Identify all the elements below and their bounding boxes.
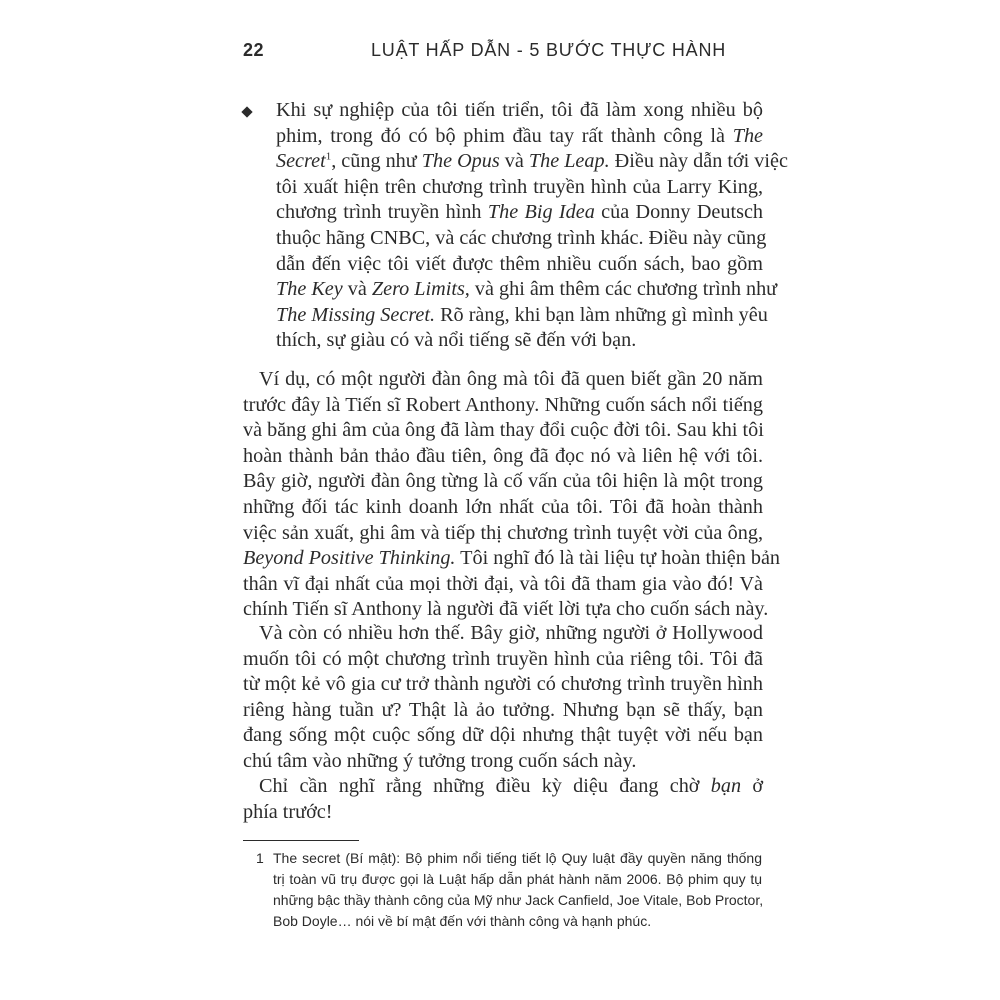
footnote-line: Bob Doyle… nói về bí mật đến với thành công và hạnh phúc.: [273, 913, 652, 929]
text-line: [243, 774, 763, 800]
footnote-line: trị toàn vũ trụ được gọi là Luật hấp dẫn phát hành năm 2006. Bộ phim quy tụ: [273, 871, 762, 887]
paragraph-2: [243, 367, 781, 623]
text-span: Secret: [276, 150, 326, 173]
bullet-text: [276, 98, 788, 354]
text-span: Tôi nghĩ đó là tài liệu tự hoàn thiện bản: [455, 547, 781, 570]
text-span: thích, sự giàu có và nổi tiếng sẽ đến với bạn.: [276, 329, 637, 352]
footnote-text: [273, 848, 762, 932]
text-line: [276, 226, 767, 252]
paragraph-3: [243, 621, 763, 775]
text-span: The Missing Secret.: [276, 303, 436, 326]
text-span: The: [732, 124, 763, 147]
paragraph-4: [243, 774, 763, 825]
text-line: [243, 723, 763, 749]
text-line: [243, 749, 763, 775]
text-line: [276, 277, 778, 303]
text-line: [276, 149, 788, 175]
page-header: [243, 40, 763, 70]
page-number: 22: [243, 40, 265, 60]
text-span: Beyond Positive Thinking.: [243, 547, 456, 570]
text-span: thân vĩ đại nhất của mọi thời đại, và tôi đã tham gia vào đó! Và: [243, 572, 763, 595]
text-span: The Leap.: [528, 150, 610, 173]
running-title: LUẬT HẤP DẪN - 5 BƯỚC THỰC HÀNH: [371, 40, 727, 60]
text-span: và ghi âm thêm các chương trình như: [469, 278, 778, 301]
text-line: [243, 698, 763, 724]
text-span: và: [342, 278, 372, 301]
text-line: [243, 521, 763, 547]
text-line: [276, 200, 763, 226]
text-span: chú tâm vào những ý tưởng trong cuốn sách này.: [243, 749, 637, 772]
text-span: Rõ ràng, khi bạn làm những gì mình yêu: [435, 303, 768, 326]
text-line: [276, 98, 763, 124]
text-line: [243, 393, 763, 419]
text-line: [276, 124, 763, 150]
text-span: Zero Limits,: [371, 278, 470, 301]
text-span: trước đây là Tiến sĩ Robert Anthony. Những cuốn sách nổi tiếng: [243, 393, 763, 416]
text-span: hoàn thành bản thảo đầu tiên, ông đã đọc nó và liên hệ với tôi.: [243, 444, 763, 467]
text-span: và: [499, 150, 529, 173]
text-span: ở: [741, 775, 763, 797]
footnote-number: 1: [256, 850, 264, 866]
text-span: The Opus: [421, 150, 500, 173]
text-span: Điều này dẫn tới việc: [609, 150, 788, 173]
text-line: [276, 252, 763, 278]
text-line: [243, 647, 763, 673]
text-line: [243, 444, 763, 470]
text-line: [243, 495, 763, 521]
text-span: chính Tiến sĩ Anthony là người đã viết lời tựa cho cuốn sách này.: [243, 598, 769, 621]
text-line: [243, 621, 763, 647]
text-span: The Big Idea: [487, 201, 595, 224]
text-span: phía trước!: [243, 800, 333, 823]
text-line: [243, 672, 763, 698]
text-line: [243, 597, 769, 623]
text-span: Và còn có nhiều hơn thế. Bây giờ, những người ở Hollywood: [259, 622, 763, 644]
text-line: [276, 328, 763, 354]
text-line: [243, 546, 781, 572]
text-span: , cũng như: [331, 150, 422, 173]
text-span: Khi sự nghiệp của tôi tiến triển, tôi đã làm xong nhiều bộ: [276, 99, 763, 121]
text-span: muốn tôi có một chương trình truyền hình của riêng tôi. Tôi đã: [243, 647, 763, 670]
text-span: tôi xuất hiện trên chương trình truyền hình của Larry King,: [276, 175, 763, 198]
text-span: của Donny Deutsch: [594, 201, 763, 224]
text-span: và băng ghi âm của ông đã làm thay đổi cuộc đời tôi. Sau khi tôi: [243, 419, 764, 442]
text-span: riêng hàng tuần ư? Thật là ảo tưởng. Nhưng bạn sẽ thấy, bạn: [243, 698, 763, 721]
text-span: The Key: [276, 278, 343, 301]
footnote-line: những bậc thầy thành công của Mỹ như Jack Canfield, Joe Vitale, Bob Proctor,: [273, 892, 764, 908]
text-span: từ một kẻ vô gia cư trở thành người có chương trình truyền hình: [243, 673, 763, 696]
text-line: [243, 367, 763, 393]
text-span: đang sống một cuộc sống dữ dội nhưng thật tuyệt vời nếu bạn: [243, 724, 763, 747]
text-line: [276, 303, 768, 329]
text-line: [243, 800, 763, 826]
footnote-line: The secret (Bí mật): Bộ phim nổi tiếng tiết lộ Quy luật đầy quyền năng thống: [273, 850, 762, 866]
text-span: Chỉ cần nghĩ rằng những điều kỳ diệu đang chờ: [259, 775, 711, 797]
text-line: [276, 175, 763, 201]
footnote-rule: [243, 840, 359, 841]
text-span: thuộc hãng CNBC, và các chương trình khác. Điều này cũng: [276, 226, 767, 249]
text-span: Ví dụ, có một người đàn ông mà tôi đã quen biết gần 20 năm: [259, 368, 763, 390]
text-line: [243, 418, 763, 444]
text-span: chương trình truyền hình: [276, 201, 488, 224]
text-line: [243, 572, 763, 598]
text-span: việc sản xuất, ghi âm và tiếp thị chương trình tuyệt vời của ông,: [243, 521, 763, 544]
text-span: 1: [325, 150, 332, 163]
text-span: phim, trong đó có bộ phim đầu tay rất thành công là: [276, 124, 733, 147]
diamond-bullet-icon: [241, 106, 252, 117]
text-span: những đối tác kinh doanh lớn nhất của tôi. Tôi đã hoàn thành: [243, 495, 763, 518]
text-span: dẫn đến việc tôi viết được thêm nhiều cuốn sách, bao gồm: [276, 252, 763, 275]
text-line: [243, 469, 763, 495]
text-span: bạn: [710, 775, 742, 797]
text-span: Bây giờ, người đàn ông từng là cố vấn của tôi hiện là một trong: [243, 470, 763, 493]
